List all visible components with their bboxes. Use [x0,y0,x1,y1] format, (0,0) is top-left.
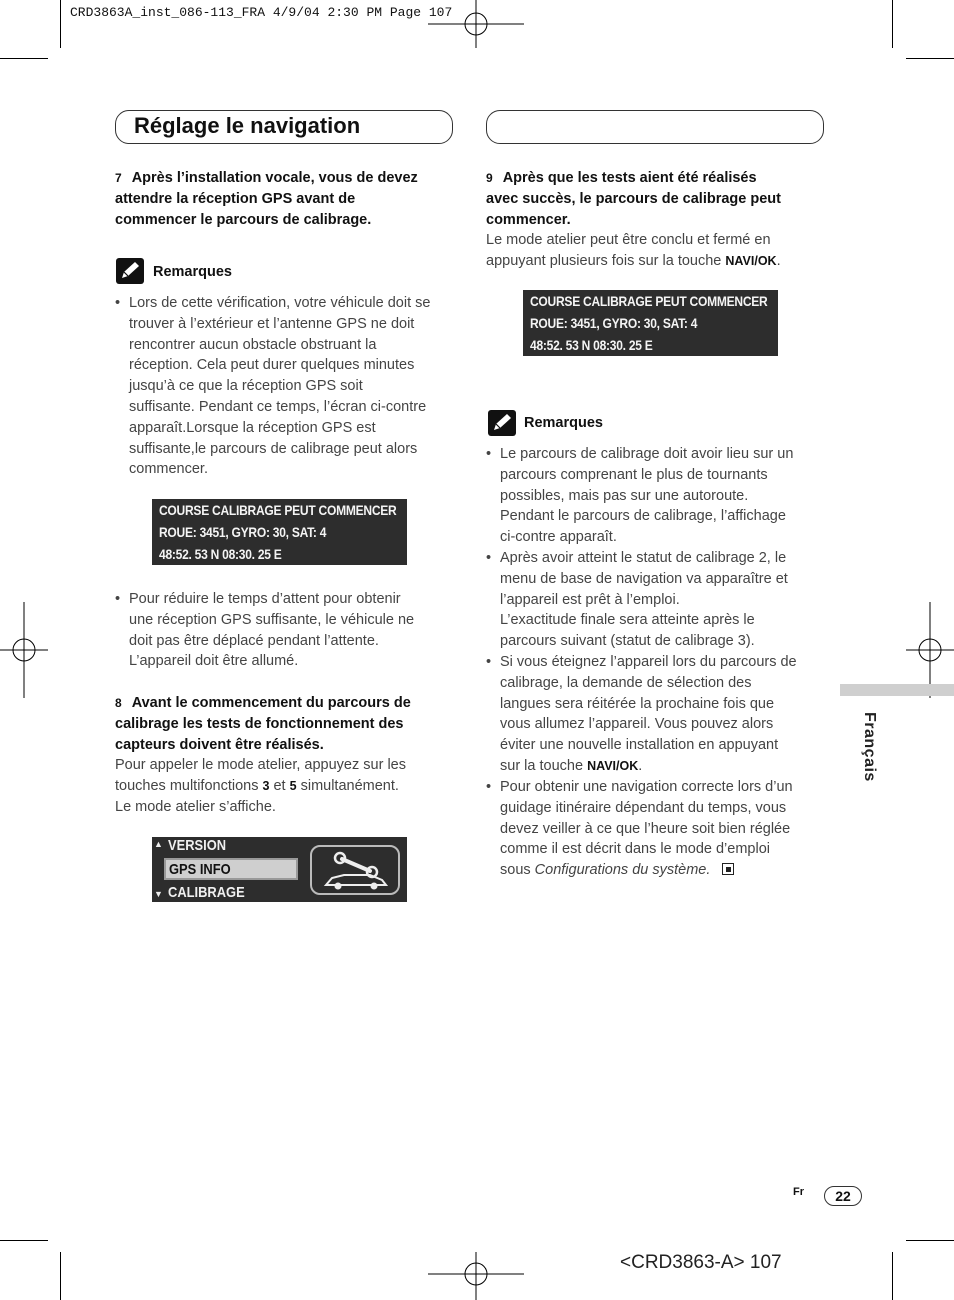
list-item [486,777,831,881]
text-line: calibrage, la demande de sélection des [500,674,752,691]
menu-item-selected [164,858,298,880]
text-line: Après avoir atteint le statut de calibrage 2, le [500,550,787,566]
text-line: l’appareil est prêt à l’emploi. [500,591,680,608]
lcd-screen [152,499,407,565]
text-span: sur la touche [500,757,588,774]
scroll-up-icon: ▲ [154,839,163,849]
bullet-dot: • [486,654,492,670]
registration-mark-left [0,602,48,698]
list-item [115,293,460,480]
crop-mark [0,58,48,59]
text-line: devez veiller à ce que l’heure soit bien réglée [500,820,791,837]
screen-line: COURSE CALIBRAGE PEUT COMMENCER [159,502,397,518]
step-number: 9 [486,171,493,185]
text-line: réception. Cela peut durer quelques minutes [129,357,415,374]
text-line [500,860,831,881]
step-line: Avant le commencement du parcours de [131,695,411,711]
text-span: simultanément. [296,778,399,795]
text-line: vous allumez l’appareil. Vous pouvez alors [500,716,774,733]
menu-item-calibrage: CALIBRAGE [168,884,245,901]
text-span: appuyant plusieurs fois sur la touche [486,253,726,270]
crop-mark [60,1252,61,1300]
bullet-dot: • [115,591,121,607]
step-body-line [486,251,831,272]
file-header: CRD3863A_inst_086-113_FRA 4/9/04 2:30 PM Page 107 [70,5,453,20]
text-line: parcours comprenant le plus de tournants [500,466,768,483]
crop-mark [906,58,954,59]
list-item [486,548,831,652]
text-span: . [638,757,643,774]
key-3: 3 [262,779,270,794]
text-span-italic: Configurations du système. [534,862,711,879]
doc-code: <CRD3863-A> 107 [620,1252,782,1273]
section-title-box [115,110,453,144]
text-line: Pour obtenir une navigation correcte lors d’un [500,779,793,795]
text-line: jusqu’à ce que la réception GPS soit [129,378,363,395]
list-item [486,444,831,548]
text-line: Lors de cette vérification, votre véhicule doit se [129,295,431,311]
text-line: rencontrer aucun obstacle obstruant la [129,336,377,353]
text-line: suffisante,le parcours de calibrage peut alors [129,440,418,457]
step-line: avec succès, le parcours de calibrage peut [486,190,781,207]
footer-lang: Fr [793,1186,804,1198]
screen-line: 48:52. 53 N 08:30. 25 E [159,546,282,562]
step-body-line: Pour appeler le mode atelier, appuyez sur les [115,757,406,774]
crop-mark [60,0,61,48]
text-line: doit pas être déplacé pendant l’attente. [129,632,379,649]
text-line: commencer. [129,461,208,478]
step-line: Après que les tests aient été réalisés [502,170,757,186]
list-item [115,589,460,672]
step-7 [115,168,460,230]
text-line: Pour réduire le temps d’attent pour obtenir [129,591,401,607]
text-span: et [269,778,290,795]
text-line: suffisante. Pendant ce temps, l’écran ci-contre [129,398,427,415]
list-item [486,652,831,777]
screen-line: ROUE: 3451, GYRO: 30, SAT: 4 [530,315,698,331]
empty-title-box [486,110,824,144]
note-icon [116,258,144,284]
text-span: . [776,253,781,270]
step-line: attendre la réception GPS avant de [115,190,356,207]
navi-ok-key: NAVI/OK [587,758,639,773]
screen-line: COURSE CALIBRAGE PEUT COMMENCER [530,293,768,309]
text-span: touches multifonctions [115,778,263,795]
text-line: une réception GPS suffisante, le véhicule ne [129,611,415,628]
text-line: trouver à l’extérieur et l’antenne GPS ne doit [129,315,415,332]
page-number: 22 [824,1186,862,1206]
navi-ok-key: NAVI/OK [725,254,777,269]
bullet-dot: • [115,295,121,311]
note-icon [488,410,516,436]
section-title: Réglage le navigation [134,113,361,138]
screen-line: 48:52. 53 N 08:30. 25 E [530,337,653,353]
scroll-down-icon: ▼ [154,889,163,899]
menu-screen [152,837,407,902]
end-mark-icon [722,863,734,875]
crop-mark [892,0,893,48]
text-line [500,756,831,777]
step-8 [115,693,460,818]
step-line: commencer le parcours de calibrage. [115,211,372,228]
crop-mark [892,1252,893,1300]
text-line: Le parcours de calibrage doit avoir lieu sur un [500,446,794,462]
step-line: capteurs doivent être réalisés. [115,736,324,753]
notes-label: Remarques [524,415,603,431]
step-line: Après l’installation vocale, vous de devez [131,170,418,186]
menu-item-gps-info: GPS INFO [169,861,231,878]
bullet-dot: • [486,779,492,795]
language-label: Français [861,712,878,782]
text-line: possibles, mais pas sur une autoroute. [500,487,749,504]
screen-line: ROUE: 3451, GYRO: 30, SAT: 4 [159,524,327,540]
text-line: ci-contre apparaît. [500,529,617,546]
text-line: L’appareil doit être allumé. [129,653,299,670]
bullet-dot: • [486,446,492,462]
text-line: Si vous éteignez l’appareil lors du parcours de [500,654,797,670]
text-line: parcours suivant (statut de calibrage 3). [500,633,755,650]
step-number: 7 [115,171,122,185]
text-span: sous [500,862,535,879]
text-line: Pendant le parcours de calibrage, l’affichage [500,508,786,525]
menu-item-version: VERSION [168,837,227,854]
text-line: menu de base de navigation va apparaître et [500,570,788,587]
crop-mark [0,1240,48,1241]
wrench-car-icon [310,845,400,895]
registration-mark-top [428,0,524,48]
bullet-dot: • [486,550,492,566]
step-line: calibrage les tests de fonctionnement des [115,715,404,732]
text-line: L’exactitude finale sera atteinte après le [500,612,755,629]
registration-mark-bottom [428,1252,524,1300]
step-number: 8 [115,696,122,710]
language-tab-bar [840,684,954,696]
step-9 [486,168,831,272]
step-body-line: Le mode atelier peut être conclu et fermé en [486,232,771,249]
crop-mark [906,1240,954,1241]
text-line: éviter une nouvelle installation en appuyant [500,737,779,754]
text-line: guidage itinéraire dépendant du temps, vous [500,799,787,816]
step-body-line [115,776,460,797]
step-line: commencer. [486,211,571,228]
key-5: 5 [289,779,297,794]
text-line: apparaît.Lorsque la réception GPS est [129,419,376,436]
text-line: comme il est décrit dans le mode d’emploi [500,841,770,858]
lcd-screen [523,290,778,356]
notes-label: Remarques [153,264,232,280]
text-line: langues sera réitérée la prochaine fois que [500,695,775,712]
step-body-line: Le mode atelier s’affiche. [115,798,276,815]
